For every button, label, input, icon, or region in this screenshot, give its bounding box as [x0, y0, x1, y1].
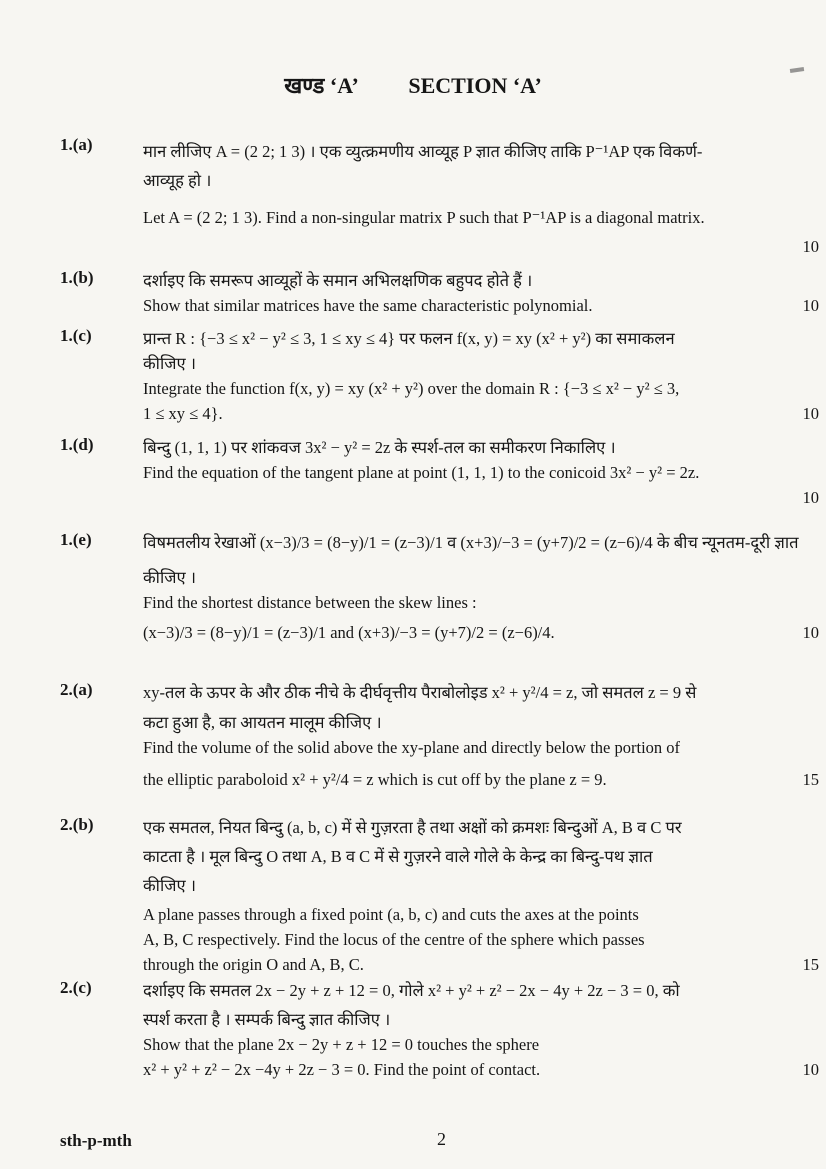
question-line: बिन्दु (1, 1, 1) पर शांकवज 3x² − y² = 2z के स्पर्श-तल का समीकरण निकालिए । — [143, 438, 616, 457]
question-line: A plane passes through a fixed point (a, b, c) and cuts the axes at the points — [143, 905, 639, 924]
question-line: Let A = (2 2; 1 3). Find a non-singular matrix P such that P⁻¹AP is a diagonal matrix. — [143, 208, 705, 227]
question-line: Find the shortest distance between the skew lines : — [143, 593, 477, 612]
question-line: x² + y² + z² − 2x −4y + 2z − 3 = 0. Find the point of contact. — [143, 1060, 541, 1079]
marks: 10 — [802, 1060, 819, 1079]
question-line: कीजिए । — [143, 354, 196, 373]
paper-code: sth-p-mth — [60, 1131, 132, 1150]
question-line: A, B, C respectively. Find the locus of the centre of the sphere which passes — [143, 930, 645, 949]
question-line: through the origin O and A, B, C. — [143, 955, 364, 974]
question-line: Integrate the function f(x, y) = xy (x² + y²) over the domain R : {−3 ≤ x² − y² ≤ 3, — [143, 379, 680, 398]
question-line: दर्शाइए कि समतल 2x − 2y + z + 12 = 0, गोले x² + y² + z² − 2x − 4y + 2z − 3 = 0, को — [143, 981, 680, 1000]
question-line: कटा हुआ है, का आयतन मालूम कीजिए । — [143, 713, 382, 732]
marks: 10 — [802, 488, 819, 507]
question-line: xy-तल के ऊपर के और ठीक नीचे के दीर्घवृत्तीय पैराबोलोइड x² + y²/4 = z, जो समतल z = 9 से — [143, 683, 697, 702]
question-number: 1.(b) — [60, 268, 94, 287]
marks: 15 — [802, 955, 819, 974]
question-line: एक समतल, नियत बिन्दु (a, b, c) में से गुज़रता है तथा अक्षों को क्रमशः बिन्दुओं A, B व C पर — [143, 818, 682, 837]
question-number: 1.(c) — [60, 326, 92, 345]
question-line: प्रान्त R : {−3 ≤ x² − y² ≤ 3, 1 ≤ xy ≤ 4} पर फलन f(x, y) = xy (x² + y²) का समाकलन — [143, 329, 675, 348]
question-number: 2.(b) — [60, 815, 94, 834]
question-line: Find the volume of the solid above the xy-plane and directly below the portion of — [143, 738, 681, 757]
question-line: Show that the plane 2x − 2y + z + 12 = 0 touches the sphere — [143, 1035, 540, 1054]
question-line: दर्शाइए कि समरूप आव्यूहों के समान अभिलक्षणिक बहुपद होते हैं । — [143, 271, 533, 290]
question-line: कीजिए । — [143, 876, 196, 895]
question-line: विषमतलीय रेखाओं (x−3)/3 = (8−y)/1 = (z−3)/1 व (x+3)/−3 = (y+7)/2 = (z−6)/4 के बीच न्यूनतम-दूरी ज्ञात — [143, 533, 799, 552]
page-number: 2 — [437, 1129, 446, 1149]
question-number: 2.(c) — [60, 978, 92, 997]
section-header — [0, 70, 826, 100]
marks: 10 — [802, 237, 819, 256]
question-line: आव्यूह हो । — [143, 171, 212, 190]
question-line: (x−3)/3 = (8−y)/1 = (z−3)/1 and (x+3)/−3 = (y+7)/2 = (z−6)/4. — [143, 623, 555, 642]
question-number: 2.(a) — [60, 680, 93, 699]
marks: 15 — [802, 770, 819, 789]
question-line: the elliptic paraboloid x² + y²/4 = z which is cut off by the plane z = 9. — [143, 770, 607, 789]
question-number: 1.(e) — [60, 530, 92, 549]
question-line: मान लीजिए A = (2 2; 1 3) । एक व्युत्क्रमणीय आव्यूह P ज्ञात कीजिए ताकि P⁻¹AP एक विकर्ण- — [143, 142, 703, 161]
marks: 10 — [802, 623, 819, 642]
question-line: Find the equation of the tangent plane at point (1, 1, 1) to the conicoid 3x² − y² = 2z. — [143, 463, 700, 482]
question-number: 1.(d) — [60, 435, 94, 454]
marks: 10 — [802, 296, 819, 315]
question-line: काटता है । मूल बिन्दु O तथा A, B व C में से गुज़रने वाले गोले के केन्द्र का बिन्दु-पथ ज्ञात — [143, 847, 653, 866]
section-title-hindi: खण्ड ‘A’ — [284, 73, 359, 98]
question-line: कीजिए । — [143, 568, 196, 587]
question-number: 1.(a) — [60, 135, 93, 154]
marks: 10 — [802, 404, 819, 423]
section-title-english: SECTION ‘A’ — [408, 73, 542, 98]
question-line: स्पर्श करता है । सम्पर्क बिन्दु ज्ञात कीजिए । — [143, 1010, 391, 1029]
question-line: Show that similar matrices have the same characteristic polynomial. — [143, 296, 593, 315]
question-line: 1 ≤ xy ≤ 4}. — [143, 404, 223, 423]
